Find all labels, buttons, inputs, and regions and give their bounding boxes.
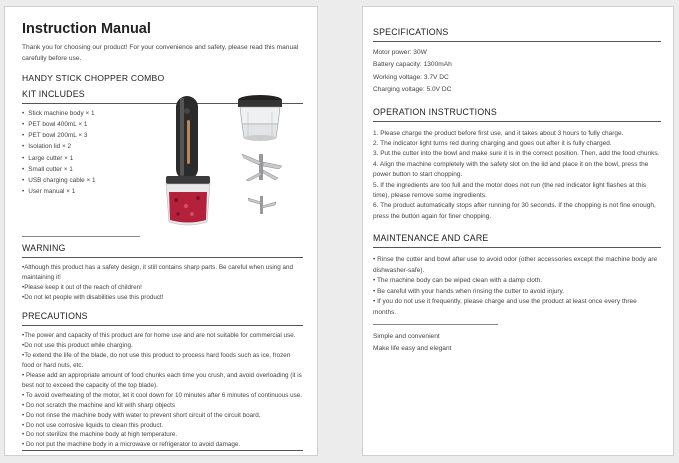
care-divider (373, 247, 661, 248)
operation-text (373, 129, 661, 223)
precaution-line: • To avoid overheating of the motor, let it cool down for 10 minutes after 6 minutes of continuous use. (22, 391, 303, 399)
spec-line: Battery capacity: 1300mAh (373, 61, 452, 69)
kit-item: • PET bowl 400mL × 1 (22, 119, 142, 130)
care-line: • The machine body can be wiped clean with a damp cloth. (373, 277, 543, 285)
precautions-divider (22, 325, 303, 326)
product-title: HANDY STICK CHOPPER COMBO (22, 72, 165, 83)
care-text (373, 255, 661, 318)
tagline-line: Simple and convenient (373, 333, 440, 341)
precautions-text (22, 331, 303, 450)
warning-divider (22, 257, 303, 258)
warning-text (22, 263, 303, 303)
warning-line: •Although this product has a safety design, it still contains sharp parts. Be careful when using and maintaining it! (22, 263, 294, 281)
operation-step: 1. Please charge the product before first use, and it takes about 3 hours to fully charge. (373, 129, 624, 137)
chopper-kit-illustration (162, 90, 292, 230)
kit-item: • PET bowl 200mL × 3 (22, 130, 142, 141)
precaution-line: •Do not use this product while charging. (22, 342, 133, 350)
kit-item: • Isolation lid × 2 (22, 141, 142, 152)
operation-step: 4. Align the machine completely with the safety slot on the lid and place it on the bowl, press the power button to start chopping. (373, 160, 649, 179)
care-line: • Be careful with your hands when rinsing the cutter to avoid injury. (373, 287, 565, 295)
kit-item: • Large cutter × 1 (22, 153, 142, 164)
precaution-line: • Do not use corrosive liquids to clean this product. (22, 421, 164, 429)
kit-item: • Small cutter × 1 (22, 164, 142, 175)
warning-line: •Please keep it out of the reach of children! (22, 283, 142, 291)
operation-step: 5. If the ingredients are too full and the motor does not run (the red indicator light flashes at this time), please remove some ingredients. (373, 181, 647, 199)
bottom-rule (22, 450, 303, 451)
warning-line: •Do not let people with disabilities use this product! (22, 294, 164, 302)
kit-section (22, 108, 303, 236)
precaution-line: • Do not put the machine body in a microwave or refrigerator to avoid damage. (22, 441, 241, 449)
kit-list (22, 108, 142, 198)
precautions-heading: PRECAUTIONS (22, 311, 88, 322)
precaution-line: • Do not sterilize the machine body at high temperature. (22, 431, 178, 439)
operation-step: 6. The product automatically stops after running for 30 seconds. If the chopping is not fine enough, press the button again for finer chopping. (373, 202, 656, 220)
manual-title: Instruction Manual (22, 21, 151, 37)
operation-step: 2. The indicator light turns red during charging and goes out after it is fully charged. (373, 140, 612, 148)
care-heading: MAINTENANCE AND CARE (373, 233, 489, 244)
precaution-line: •To extend the life of the blade, do not use this product to process hard foods such as ice, frozen food or hard nuts, etc. (22, 351, 291, 369)
manual-left-page (4, 6, 318, 456)
operation-divider (373, 121, 661, 122)
tagline-divider (373, 324, 498, 325)
operation-step: 3. Put the cutter into the bowl and make sure it is in the correct position. Then, add the food chunks. (373, 150, 660, 158)
specifications-list (373, 47, 661, 97)
specifications-heading: SPECIFICATIONS (373, 27, 449, 37)
precaution-line: •The power and capacity of this product are for home use and are not suitable for commercial use. (22, 332, 296, 340)
precaution-line: • Please add an appropriate amount of food chunks each time you crush, and avoid overloading (it is best not to exceed the capacity of the top blade). (22, 371, 302, 389)
small-cutter-image (248, 196, 276, 214)
spec-line: Working voltage: 3.7V DC (373, 73, 449, 81)
kit-item: • Stick machine body × 1 (22, 108, 142, 119)
chopper-body-image (176, 96, 198, 180)
warning-heading: WARNING (22, 242, 66, 253)
operation-heading: OPERATION INSTRUCTIONS (373, 106, 497, 117)
kit-heading: KIT INCLUDES (22, 88, 85, 99)
care-line: • Rinse the cutter and bowl after use to avoid odor (other accessories except the machine body are dishwasher-safe). (373, 256, 658, 274)
section-divider (22, 236, 140, 237)
tagline-line: Make life easy and elegant (373, 345, 452, 353)
chopper-bowl-image (166, 176, 210, 225)
stacked-bowls-image (238, 95, 282, 141)
kit-item: • User manual × 1 (22, 186, 142, 197)
kit-item: • USB charging cable × 1 (22, 175, 142, 186)
large-cutter-image (242, 154, 282, 181)
precaution-line: • Do not scratch the machine and kit with sharp objects (22, 401, 176, 409)
intro-text: Thank you for choosing our product! For your convenience and safety, please read this manual carefully before use. (22, 44, 299, 62)
precaution-line: • Do not rinse the machine body with water to prevent short circuit of the circuit board. (22, 411, 261, 419)
spec-line: Charging voltage: 5.0V DC (373, 86, 452, 94)
manual-right-page (362, 6, 674, 456)
spec-line: Motor power: 30W (373, 49, 427, 56)
specifications-divider (373, 41, 661, 42)
care-line: • If you do not use it frequently, please charge and use the product at least once every three months. (373, 298, 637, 316)
